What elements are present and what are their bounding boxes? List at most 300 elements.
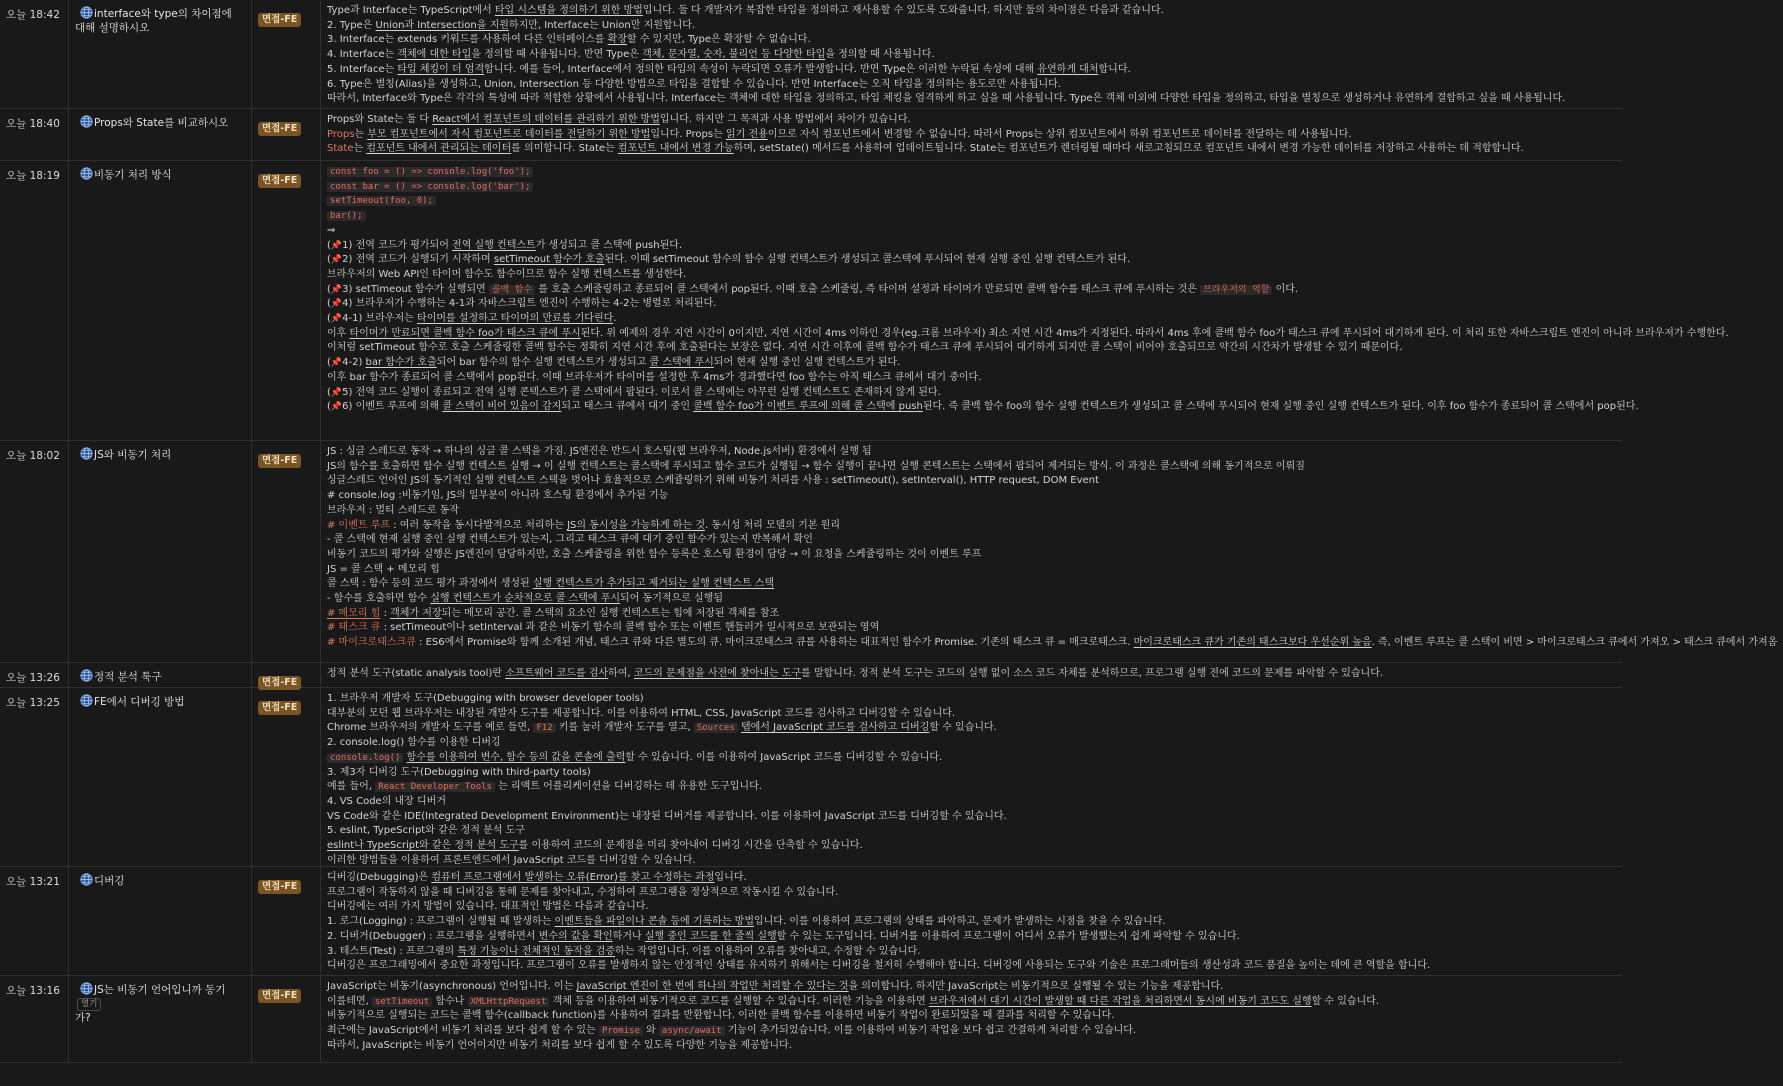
- tag-cell[interactable]: [252, 441, 321, 662]
- text-segment: 와: [642, 1025, 659, 1037]
- content-line: [327, 736, 1616, 751]
- text-segment: ⇒: [327, 224, 336, 236]
- table-row[interactable]: [0, 688, 1622, 867]
- table-row[interactable]: [0, 976, 1622, 1063]
- content-cell[interactable]: [321, 976, 1622, 1062]
- text-segment: VS Code와 같은 IDE(Integrated Development Environment)는 내장된 디버거를 제공합니다. 이를 이용하여 JavaScript 코드를 디버깅할 수 있습니다.: [327, 810, 1007, 822]
- content-line: [327, 312, 1729, 327]
- text-segment: 하거나: [612, 930, 645, 942]
- text-segment: React에서 컴포넌트의 데이터를 관리하기 위한 방법: [432, 114, 660, 125]
- open-page-button[interactable]: 열기: [77, 998, 101, 1011]
- text-segment: 4. Interface는: [327, 49, 398, 61]
- globe-icon: [80, 694, 93, 707]
- text-segment: (: [327, 239, 331, 251]
- text-segment: 를 이용하여 코드의 문제점을 미리 찾아내어 디버깅 시간을 단축할 수 있습니다.: [518, 840, 863, 852]
- content-line: [327, 621, 1777, 636]
- text-segment: 2. console.log() 함수를 이용한 디버깅: [327, 737, 501, 749]
- text-segment: : 여러 동작을 동시다발적으로 처리하는: [390, 519, 568, 531]
- content-line: [327, 445, 1777, 460]
- text-segment: 4-1) 브라우저는: [342, 313, 418, 325]
- content-line: [327, 577, 1777, 592]
- text-segment: - 함수를 호출하면 함수: [327, 593, 431, 605]
- text-segment: 1. 브라우저 개발자 도구(Debugging with browser developer tools): [327, 693, 644, 704]
- text-segment: 할 수 있는 도구입니다. 디버거를 이용하여 프로그램이 어디서 오류가 발생했는지 쉽게 파악할 수 있습니다.: [776, 930, 1240, 942]
- page-title[interactable]: 디버깅: [94, 875, 125, 887]
- inline-code: async/await: [659, 1026, 725, 1036]
- text-segment: 할 수 있지만, Type은 확장할 수 없습니다.: [626, 34, 811, 46]
- text-segment: (: [327, 283, 331, 295]
- text-segment: 비동기적으로 실행되는 코드는 콜백 함수(callback function)를 사용하여 결과를 반환합니다. 이러한 콜백 함수를 이용하면 비동기 작업이 완료되었을 때 결과를 처리할 수 있습니다.: [327, 1010, 1115, 1022]
- text-segment: 합니다. 예를 들어, Interface에서 정의한 타입의 속성이 누락되면 오류가 발생합니다. 반면 Type은 이러한 누락된 속성에 대해: [484, 63, 1038, 75]
- content-line: [327, 297, 1729, 312]
- text-segment: 입니다.: [714, 872, 747, 883]
- tag-badge: 면접-FE: [258, 989, 301, 1003]
- text-segment: 을 정의할 때 사용됩니다.: [825, 49, 935, 61]
- text-segment: 4. VS Code의 내장 디버거: [327, 795, 447, 807]
- text-segment: 2. 디버거(Debugger) : 프로그램을 실행하면서: [327, 930, 539, 942]
- text-segment: 소프트웨어 코드를 검사: [505, 668, 609, 679]
- content-line: [327, 959, 1616, 974]
- content-line: [327, 504, 1777, 519]
- content-line: [327, 980, 1616, 995]
- pushpin-icon: 📌: [330, 314, 343, 325]
- text-segment: 3. 테스트(Test) : 프로그램의: [327, 945, 458, 957]
- content-line: [327, 92, 1616, 107]
- content-line: [327, 19, 1616, 34]
- text-segment: 이벤트들을 파일이나 콘솔 등에 기록하는 방법: [554, 916, 754, 928]
- content-line: [327, 283, 1729, 298]
- text-segment: (: [327, 357, 331, 369]
- created-time-cell: 오늘 18:19: [0, 161, 69, 440]
- text-segment: 정적 분석 도구(static analysis tool)란: [327, 668, 506, 679]
- created-time-cell: 오늘 18:02: [0, 441, 69, 662]
- content-line: [327, 400, 1729, 415]
- text-segment: 할 수 있습니다. 이를 이용하여 JavaScript 코드를 디버깅할 수 있습니다.: [625, 751, 943, 763]
- content-line: [327, 128, 1616, 143]
- tag-badge: 면접-FE: [258, 122, 301, 136]
- text-segment: 된다. 즉 콜백 함수 foo의 함수 실행 컨텍스트가 생성되고 콜 스택에 푸시되어 현재 실행 중인 실행 컨텍스트가 된다. 이후 foo 함수가 종료되어 콜 스택에서 pop된다.: [922, 401, 1639, 413]
- title-cell[interactable]: [69, 688, 252, 866]
- text-segment: # 태스크 큐: [327, 622, 381, 634]
- text-segment: bar 함수가 호출: [365, 357, 437, 369]
- content-line: [327, 489, 1777, 504]
- text-segment: Chrome 브라우저의 개발자 도구를 예로 들면,: [327, 722, 534, 734]
- content-line: [327, 48, 1616, 63]
- content-line: [327, 356, 1729, 371]
- text-segment: : ES6에서 Promise와 함께 소개된 개념, 태스크 큐와 다른 별도의 큐. 마이크로태스크 큐를 사용하는 대표적인 함수가 Promise. 기존의 태스크 큐 = 매크로태스크.: [415, 637, 1134, 649]
- content-line: [327, 1039, 1616, 1054]
- title-cell[interactable]: [69, 867, 252, 975]
- tag-badge: 면접-FE: [258, 880, 301, 894]
- text-segment: 컴포넌트 내에서 변경 가능: [617, 143, 734, 155]
- content-line: [327, 253, 1729, 268]
- globe-icon: [80, 115, 93, 128]
- text-segment: 브라우저의 Web API인 타이머 함수도 함수이므로 함수 실행 컨텍스트를 생성한다.: [327, 268, 687, 280]
- inline-code: React Developer Tools: [375, 782, 495, 792]
- text-segment: 따라서, Interface와 Type은 각각의 특성에 따라 적합한 상황에서 사용됩니다. Interface는 객체에 대한 타입을 정의하고, 타입 체킹을 엄격하게 하고 싶을 때 사용됩니다. Type은 객체 이외에 다양한 타입을 정의하고, 타입을 별칭으로 생성하거나 유연하게 결합하고 싶을 때 사용됩니다.: [327, 93, 1566, 105]
- text-segment: # 이벤트 루프: [327, 519, 391, 531]
- title-cell[interactable]: [69, 976, 252, 1062]
- text-segment: 디버깅(Debugging)은: [327, 872, 432, 883]
- text-segment: 할 수 있습니다.: [1311, 995, 1380, 1007]
- text-segment: 컴포넌트 내에서 관리되는 데이터: [366, 143, 512, 155]
- text-segment: 변수의 값을 확인: [538, 930, 613, 942]
- pushpin-icon: 📌: [330, 299, 343, 310]
- content-line: [327, 63, 1616, 78]
- content-line: [327, 839, 1616, 854]
- content-line: [327, 239, 1729, 254]
- text-segment: 입니다. 이를 이용하여 프로그램의 상태를 파악하고, 문제가 발생하는 시점을 찾을 수 있습니다.: [753, 916, 1166, 928]
- text-segment: (: [327, 254, 331, 266]
- text-segment: 1. 로그(Logging) : 프로그램이 실행될 때 발생하는: [327, 916, 555, 928]
- inline-code: setTimeout: [372, 997, 432, 1007]
- inline-code: console.log(): [327, 753, 403, 763]
- text-segment: 할 수 있습니다.: [929, 722, 997, 734]
- title-cell[interactable]: [69, 161, 252, 440]
- inline-code: Sources: [694, 723, 738, 733]
- text-segment: 예를 들어,: [327, 781, 376, 793]
- text-segment: 입니다. Props는: [650, 128, 726, 140]
- text-segment: 실행 중인 코드를 한 줄씩 실행: [644, 930, 777, 942]
- text-segment: 3. 제3자 디버깅 도구(Debugging with third-party tools): [327, 766, 591, 778]
- text-segment: .: [613, 313, 617, 325]
- text-segment: 되어 동기적으로 실행됨: [620, 593, 724, 605]
- text-segment: 디버깅에는 여러 가지 방법이 있습니다. 대표적인 방법은 다음과 같습니다.: [327, 901, 649, 913]
- table-row[interactable]: [0, 663, 1622, 688]
- text-segment: 4-2): [342, 357, 366, 369]
- created-time-cell: 오늘 18:40: [0, 109, 69, 160]
- text-segment: 하여,: [608, 668, 634, 679]
- page-title[interactable]: interface와 type의 차이점에 대해 설명하시오: [75, 8, 232, 34]
- page-title[interactable]: Props와 State를 비교하시오: [94, 117, 229, 129]
- text-segment: 읽기 전용: [725, 128, 768, 140]
- text-segment: 3. Interface는 extends 키워드를 사용하여 다른 인터페이스를: [327, 34, 608, 46]
- text-segment: 된다. 이때 setTimeout 함수의 함수 실행 컨텍스트가 생성되고 콜스택에 푸시되어 현재 실행 중인 실행 컨텍스트가 된다.: [604, 254, 1131, 266]
- content-line: [327, 1009, 1616, 1024]
- text-segment: 타입 시스템을 정의하기 위한 방법: [494, 5, 643, 16]
- text-segment: 함수나: [432, 995, 468, 1007]
- text-segment: 하지만, Interface는 Union만 지원합니다.: [508, 19, 696, 31]
- text-segment: 는: [354, 128, 368, 140]
- text-segment: # 마이크로태스크큐: [327, 637, 416, 649]
- text-segment: 6) 이벤트 루프에 의해: [342, 401, 443, 413]
- text-segment: 5) 전역 코드 실행이 종료되고 전역 실행 콘텍스트가 콜 스택에서 팝된다. 이로서 콜 스택에는 아무런 실행 컨텍스트도 존재하지 않게 된다.: [342, 386, 941, 398]
- text-segment: 을 의미합니다. 하지만 JavaScript는 비동기적으로 실행될 수 있는 기능을 제공합니다.: [848, 981, 1224, 992]
- content-line: [327, 692, 1616, 707]
- text-segment: 5. Interface는: [327, 63, 398, 75]
- text-segment: 되는 메모리 공간. 콜 스택의 요소인 실행 컨텍스트는 힙에 저장된 객체를 참조: [441, 607, 780, 619]
- text-segment: 을 정의할 때 사용됩니다. 반면 Type은: [471, 49, 643, 61]
- text-segment: 타이머가 만료되면 콜백 함수 foo가 태스크 큐에 푸시: [349, 327, 581, 339]
- pushpin-icon: 📌: [330, 240, 343, 251]
- inline-code: 브라우저의 역할: [1200, 285, 1272, 295]
- content-line: [327, 533, 1777, 548]
- text-segment: . 동시성 처리 모델의 기본 원리: [705, 519, 840, 531]
- text-segment: 대부분의 모던 웹 브라우저는 내장된 개발자 도구를 제공합니다. 이를 이용하여 HTML, CSS, JavaScript 코드를 검사하고 디버깅할 수 있습니다.: [327, 707, 956, 719]
- text-segment: JS : 싱글 스레드로 동작 → 하나의 싱글 콜 스택을 가짐. JS엔진은 반드시 호스팅(웹 브라우저, Node.js서버) 환경에서 실행 됨: [327, 446, 872, 457]
- content-line: [327, 900, 1616, 915]
- inline-code: Promise: [599, 1026, 643, 1036]
- text-segment: 브라우저에서 대기 시간이 발생할 때 다른 작업을 처리하면서 동시에 비동기 코드도 실행: [928, 995, 1312, 1007]
- created-time-cell: 오늘 18:42: [0, 0, 69, 108]
- text-segment: JavaScript 엔진이 한 번에 하나의 작업만 처리할 수 있다는 것: [576, 981, 849, 992]
- content-cell[interactable]: [321, 441, 1783, 662]
- content-cell[interactable]: [321, 663, 1622, 687]
- text-segment: 부모 컴포넌트에서 자식 컴포넌트로 데이터를 전달하기 위한 방법: [367, 128, 651, 140]
- tag-cell[interactable]: [252, 663, 321, 687]
- text-segment: 따라서, JavaScript는 비동기 언어이지만 비동기 처리를 보다 쉽게 할 수 있도록 다양한 기능을 제공합니다.: [327, 1039, 792, 1051]
- page-title-continued[interactable]: 가?: [75, 1012, 91, 1024]
- text-segment: 이후 bar 함수가 종료되어 콜 스택에서 pop된다. 이때 브라우저가 타이머를 설정한 후 4ms가 경과했다면 foo 함수는 아직 태스크 큐에서 대기 중이다.: [327, 371, 982, 383]
- text-segment: 합니다.: [1098, 63, 1131, 75]
- content-line: [327, 636, 1777, 651]
- text-segment: 이후: [327, 327, 350, 339]
- text-segment: 가 생성되고 콜 스택에 push된다.: [535, 239, 683, 251]
- text-segment: 확장: [607, 34, 627, 46]
- content-line: [327, 474, 1777, 489]
- page-title[interactable]: 비동기 처리 방식: [94, 169, 172, 181]
- title-cell[interactable]: [69, 663, 252, 687]
- page-title[interactable]: JS와 비동기 처리: [94, 449, 172, 461]
- content-line: [327, 78, 1616, 93]
- content-line: [327, 871, 1616, 886]
- text-segment: 최근에는 JavaScript에서 비동기 처리를 보다 쉽게 할 수 있는: [327, 1025, 599, 1037]
- text-segment: 객체에 대한 타입: [397, 49, 472, 61]
- content-line: [327, 386, 1729, 401]
- text-segment: Type과 Interface는 TypeScript에서: [327, 5, 495, 16]
- text-segment: 이므로 자식 컴포넌트에서 변경할 수 없습니다. 따라서 Props는 상위 컴포넌트에서 하위 컴포넌트로 데이터를 전달하는 데 사용됩니다.: [767, 128, 1352, 140]
- text-segment: . 즉, 이벤트 루프는 콜 스택이 비면 > 마이크로태스크 큐에서 가져오 > 태스크 큐에서 가져옴: [1371, 637, 1778, 649]
- content-line: [327, 795, 1616, 810]
- text-segment: 는: [353, 143, 367, 155]
- text-segment: 콜 스택에 푸시: [649, 357, 714, 369]
- text-segment: 유연하게 대처: [1037, 63, 1099, 75]
- content-line: [327, 824, 1616, 839]
- created-time-cell: 오늘 13:21: [0, 867, 69, 975]
- content-line: [327, 341, 1729, 356]
- text-segment: 실행 컨텍스트가 순차적으로 콜 스택에 푸시: [430, 593, 621, 605]
- content-line: [327, 194, 1729, 209]
- created-time-cell: 오늘 13:16: [0, 976, 69, 1062]
- created-time-cell: 오늘 13:26: [0, 663, 69, 687]
- text-segment: 키를 눌러 개발자 도구를 열고,: [555, 722, 694, 734]
- tag-cell[interactable]: [252, 161, 321, 440]
- text-segment: # 메모리 힙: [327, 607, 381, 619]
- text-segment: 전역 실행 컨텍스트: [452, 239, 536, 251]
- content-line: [327, 1024, 1616, 1039]
- title-cell[interactable]: [69, 109, 252, 160]
- page-title[interactable]: JS는 비동기 언어입니까 동기: [94, 984, 226, 996]
- title-cell[interactable]: [69, 0, 252, 108]
- pushpin-icon: 📌: [330, 387, 343, 398]
- text-segment: 6. Type은 별칭(Alias)을 생성하고, Union, Intersection 등 다양한 방법으로 타입을 결합할 수 있습니다. 반면 Interface는 오직 타입을 정의하는 용도로만 사용됩니다.: [327, 78, 1061, 90]
- text-segment: 를 호출 스케줄링하고 종료되어 콜 스택에서 pop된다. 이때 호출 스케줄링, 즉 타이머 설정과 타이머가 만료되면 콜백 함수를 태스크 큐에 푸시하는 것은: [535, 283, 1201, 295]
- text-segment: 하는 작업입니다. 이를 이용하여 오류를 찾아내고, 수정할 수 있습니다.: [615, 945, 921, 957]
- page-title[interactable]: 정적 분석 툭구: [94, 671, 162, 683]
- globe-icon: [80, 167, 93, 180]
- text-segment: 이처럼 setTimeout 함수로 호출 스케줄링한 콜백 함수는 정확히 지연 시간 후에 호출된다는 보장은 없다. 지연 시간 이후에 콜백 함수가 태스크 큐에 푸시되어 대기하게 되지만 콜 스택이 비어야 호출되므로 약간의 시간차가 발생할 수 있기 때문이다.: [327, 342, 1403, 354]
- text-segment: 되고 태스크 큐에서 대기 중인: [561, 401, 694, 413]
- text-segment: 타입 체킹이 더 엄격: [397, 63, 485, 75]
- text-segment: Props: [327, 128, 355, 140]
- globe-icon: [80, 982, 93, 995]
- text-segment: (: [327, 401, 331, 413]
- content-line: [327, 667, 1616, 682]
- page-title[interactable]: FE에서 디버깅 방법: [94, 696, 185, 708]
- content-cell[interactable]: [321, 161, 1735, 440]
- inline-code: XMLHttpRequest: [468, 997, 550, 1007]
- text-segment: 콜백 함수 foo가 이벤트 루프에 의해 콜 스택에 push: [693, 401, 923, 413]
- text-segment: 마이크로태스크 큐가 기존의 태스크보다 우선순위 높음: [1133, 637, 1372, 649]
- text-segment: 입니다. 둘 다 개발자가 복잡한 타입을 정의하고 재사용할 수 있도록 도와줍니다. 하지만 둘의 차이점은 다음과 같습니다.: [642, 5, 1164, 16]
- content-line: [327, 33, 1616, 48]
- text-segment: setTimeout 함수가 호출: [493, 254, 605, 266]
- table-row[interactable]: [0, 0, 1622, 109]
- globe-icon: [80, 873, 93, 886]
- title-cell[interactable]: [69, 441, 252, 662]
- text-segment: JS = 콜 스택 + 메모리 힙: [327, 563, 440, 575]
- content-cell[interactable]: [321, 109, 1622, 160]
- text-segment: 비동기 코드의 평가와 실행은 JS엔진이 담당하지만, 호출 스케쥴링을 위한 함수 등록은 호스팅 환경이 담당 → 이 요청을 스케쥴링하는 것이 이벤트 루프: [327, 548, 982, 560]
- text-segment: 컴퓨터 프로그램에서 발생하는 오류(Error)를 찾고 수정하는 과정: [431, 872, 715, 883]
- content-cell[interactable]: [321, 867, 1622, 975]
- text-segment: (: [327, 298, 331, 310]
- content-line: [327, 563, 1777, 578]
- text-segment: 4) 브라우저가 수행하는 4-1과 자바스크립트 엔진이 수행하는 4-2는 병렬로 처리된다.: [342, 298, 717, 310]
- text-segment: 콜 스택이 비어 있음이 감지: [442, 401, 562, 413]
- text-segment: 브라우저 : 멀티 스레드로 동작: [327, 504, 460, 516]
- text-segment: : setTimeout이나 setInterval 과 같은 비동기 함수의 콜백 함수 또는 이벤트 핸들러가 일시적으로 보관되는 영역: [380, 622, 880, 634]
- text-segment: JavaScript는 비동기(asynchronous) 언어입니다. 이는: [327, 981, 577, 992]
- content-cell[interactable]: [321, 688, 1622, 866]
- text-segment: 객체가 저장: [390, 607, 442, 619]
- tag-cell[interactable]: [252, 688, 321, 866]
- tag-badge: 면접-FE: [258, 701, 301, 715]
- text-segment: 실행 컨텍스트가 추가되고 제거되는 실행 컨텍스트 스택: [532, 578, 775, 590]
- text-segment: 기능이 추가되었습니다. 이를 이용하여 비동기 작업을 보다 쉽고 간결하게 처리할 수 있습니다.: [724, 1025, 1137, 1037]
- content-line: [327, 519, 1777, 534]
- text-segment: State: [327, 143, 354, 155]
- pushpin-icon: 📌: [330, 358, 343, 369]
- tag-cell[interactable]: [252, 867, 321, 975]
- inline-code: 콜백 함수: [489, 285, 535, 295]
- text-segment: 객체, 문자열, 숫자, 불리언 등 다양한 타입: [642, 49, 826, 61]
- inline-code: bar();: [327, 211, 366, 221]
- inline-code: F12: [533, 723, 555, 733]
- table-row[interactable]: [0, 441, 1778, 663]
- content-line: [327, 810, 1616, 825]
- text-segment: 하며, setState() 메서드를 사용하여 업데이트됩니다. State는 컴포넌트가 렌더링될 때마다 새로고침되므로 컴포넌트 내에서 변경 가능한 데이터를 저장하고 사용하는 데 적합합니다.: [733, 143, 1524, 155]
- content-line: [327, 548, 1777, 563]
- text-segment: :: [380, 607, 391, 619]
- content-line: [327, 224, 1729, 239]
- tag-cell[interactable]: [252, 109, 321, 160]
- text-segment: eslint나 TypeScript와 같은 정적 분석 도구: [327, 840, 519, 852]
- text-segment: 이다.: [1272, 283, 1299, 295]
- text-segment: 를 말합니다. 정적 분석 도구는 코드의 실행 없이 소스 코드 자체를 분석하므로, 프로그램 실행 전에 코드의 문제를 파악할 수 있습니다.: [801, 668, 1384, 679]
- content-line: [327, 930, 1616, 945]
- content-line: [327, 915, 1616, 930]
- text-segment: 디버깅은 프로그래밍에서 중요한 과정입니다. 프로그램이 오류를 발생하지 않는 안정적인 상태를 유지하기 위해서는 디버깅을 철저히 수행해야 합니다. 디버깅에 사용되는 도구와 기술은 프로그래머들의 생산성과 코드 품질을 높이는 데에 큰 역할을 합니다.: [327, 960, 1431, 972]
- text-segment: # console.log :비동기임, JS의 일부분이 아니라 호스팅 환경에서 추가된 기능: [327, 490, 669, 502]
- text-segment: Union과 Intersection을 지원: [375, 19, 509, 31]
- content-line: [327, 165, 1729, 180]
- text-segment: 되어 현재 실행 중인 실행 컨텍스트가 된다.: [713, 357, 901, 369]
- content-line: [327, 113, 1616, 128]
- pushpin-icon: 📌: [330, 284, 343, 295]
- pushpin-icon: 📌: [330, 255, 343, 266]
- content-line: [327, 780, 1616, 795]
- text-segment: 5. eslint, TypeScript와 같은 정적 분석 도구: [327, 825, 525, 837]
- tag-badge: 면접-FE: [258, 454, 301, 468]
- tag-badge: 면접-FE: [258, 13, 301, 27]
- text-segment: JS의 동시성을 가능하게 하는 것: [567, 519, 705, 531]
- tag-badge: 면접-FE: [258, 174, 301, 188]
- text-segment: 는 리액트 어플리케이션을 디버깅하는 데 유용한 도구입니다.: [494, 781, 762, 793]
- content-line: [327, 995, 1616, 1010]
- table-row[interactable]: [0, 109, 1622, 161]
- tag-cell[interactable]: [252, 976, 321, 1062]
- content-line: [327, 460, 1777, 475]
- tag-badge: 면접-FE: [258, 676, 301, 690]
- text-segment: - 콜 스택에 현재 실행 중인 실행 컨텍스트가 있는지, 그리고 태스크 큐에 대기 중인 함수가 있는지 반복해서 확인: [327, 534, 813, 546]
- content-line: [327, 707, 1616, 722]
- text-segment: 콜 스택 : 함수 등의 코드 평가 과정에서 생성된: [327, 578, 533, 590]
- content-line: [327, 4, 1616, 19]
- pushpin-icon: 📌: [330, 402, 343, 413]
- content-cell[interactable]: [321, 0, 1622, 108]
- text-segment: 2. Type은: [327, 19, 376, 31]
- content-line: [327, 886, 1616, 901]
- text-segment: 특정 기능이나 전체적인 동작을 검증: [457, 945, 616, 957]
- inline-code: const foo = () => console.log('foo');: [327, 167, 533, 177]
- created-time-cell: 오늘 13:25: [0, 688, 69, 866]
- text-segment: 프로그램이 작동하지 않을 때 디버깅을 통해 문제를 찾아내고, 수정하여 프로그램을 정상적으로 작동시킬 수 있습니다.: [327, 886, 839, 898]
- text-segment: 타이머를 설정하고 타이머의 만료를 기다린다: [417, 313, 614, 325]
- text-segment: 입니다. 하지만 그 목적과 사용 방법에서 차이가 있습니다.: [659, 114, 911, 125]
- text-segment: 를 의미합니다. State는: [511, 143, 618, 155]
- content-line: [327, 142, 1616, 157]
- globe-icon: [80, 6, 93, 19]
- text-segment: 3) setTimeout 함수가 실행되면: [342, 283, 489, 295]
- content-line: [327, 327, 1729, 342]
- inline-code: setTimeout(foo, 0);: [327, 196, 436, 206]
- content-line: [327, 209, 1729, 224]
- table-row[interactable]: [0, 161, 1729, 441]
- inline-code: const bar = () => console.log('bar');: [327, 182, 533, 192]
- text-segment: 된다. 위 예제의 경우 지연 시간이 0이지만, 지연 시간이 4ms 이하인 경우(eg.크롬 브라우저) 최소 지연 시간 4ms가 지정된다. 따라서 4ms 후에 콜백 함수 foo가 태스크 큐에 푸시되어 대기하게 된다. 이 처리 또한 자바스크립트 엔진이 아니라 브라우저가 수행한다.: [580, 327, 1729, 339]
- text-segment: 2) 전역 코드가 실행되기 시작하며: [342, 254, 494, 266]
- text-segment: 싱글스레드 언어인 JS의 동기적인 실행 컨텍스트 스택을 벗어나 효율적으로 스케쥴링하기 위해 비동기 처리를 사용 : setTimeout(), setInterval(), HTTP request, DOM Event: [327, 475, 1099, 487]
- content-line: [327, 607, 1777, 622]
- content-line: [327, 721, 1616, 736]
- text-segment: 객체 등을 이용하여 비동기적으로 코드를 실행할 수 있습니다. 이러한 기능을 이용하면: [549, 995, 929, 1007]
- text-segment: Props와 State는 둘 다: [327, 114, 433, 125]
- text-segment: (: [327, 386, 331, 398]
- text-segment: JS의 함수를 호출하면 함수 실행 컨텍스트 실행 → 이 실행 컨텍스트는 콜스택에 푸시되고 함수 코드가 실행됨 → 함수 실행이 끝나면 실행 콘텍스트는 스택에서 팝되어 제거되는 방식. 이 과정은 콜스택에 의해 동기적으로 이뤄짐: [327, 460, 1305, 472]
- content-line: [327, 766, 1616, 781]
- tag-cell[interactable]: [252, 0, 321, 108]
- globe-icon: [80, 447, 93, 460]
- content-line: [327, 371, 1729, 386]
- text-segment: 되어 bar 함수의 함수 실행 컨텍스트가 생성되고: [436, 357, 650, 369]
- text-segment: 탭에서 JavaScript 코드를 검사하고 디버깅: [740, 722, 930, 734]
- table-row[interactable]: [0, 867, 1622, 976]
- text-segment: 함수를 이용하여 변수, 함수 등의 값을 콘솔에 출력: [406, 751, 626, 763]
- text-segment: (: [327, 313, 331, 325]
- text-segment: 이를테면,: [327, 995, 372, 1007]
- content-line: [327, 592, 1777, 607]
